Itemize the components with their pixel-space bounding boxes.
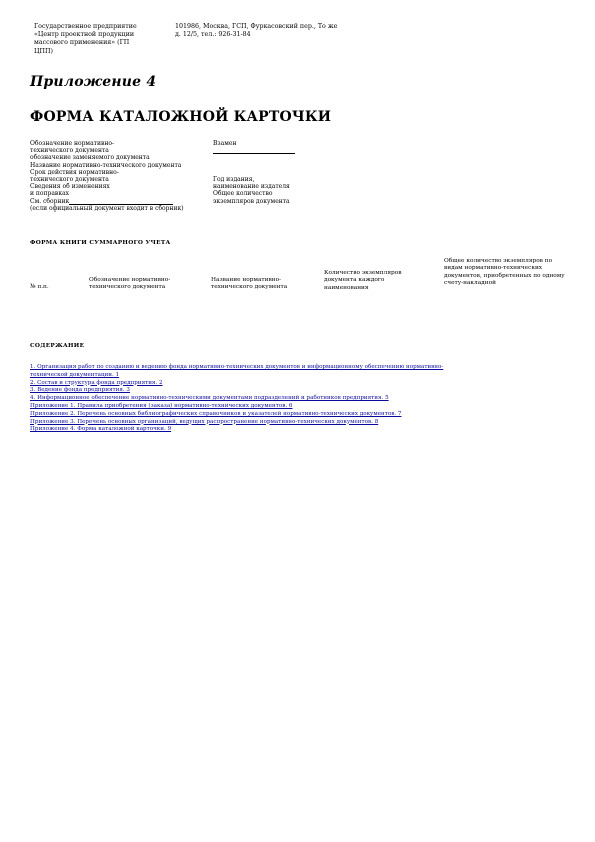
org-line: Государственное предприятие bbox=[34, 23, 137, 30]
toc-title: СОДЕРЖАНИЕ bbox=[30, 343, 85, 349]
address-line: 101986, Москва, ГСП, Фуркасовский пер., То же bbox=[175, 23, 338, 30]
card-field: Год издания, bbox=[213, 175, 255, 183]
toc-link[interactable]: технической документации. 1 bbox=[30, 371, 120, 378]
appendix-title: Приложение 4 bbox=[30, 74, 157, 90]
toc-link[interactable]: 2. Состав и структура фонда предприятия. 2 bbox=[30, 379, 163, 386]
toc-link[interactable]: Приложение 2. Перечень основных библиографических справочников и указателей нормативно-технических документов. 7 bbox=[30, 410, 402, 417]
catalog-card-right bbox=[213, 140, 295, 205]
address-line: д. 12/5, тел.: 926-31-84 bbox=[175, 31, 251, 39]
card-field: Взамен bbox=[213, 140, 237, 147]
card-field: См. сборник bbox=[30, 197, 70, 205]
toc-link[interactable]: 3. Ведение фонда предприятия. 3 bbox=[30, 387, 130, 394]
spacer bbox=[213, 154, 295, 176]
toc-link[interactable]: Приложение 4. Форма каталожной карточки. 9 bbox=[30, 426, 172, 433]
card-field: Обозначение нормативно- bbox=[30, 140, 114, 147]
toc-link[interactable]: 4. Информационное обеспечение нормативно-техническими документами подразделений и работников предприятия. 5 bbox=[30, 395, 389, 402]
org-line: ЦПП) bbox=[34, 47, 53, 55]
card-field: Название нормативно-технического документа bbox=[30, 161, 182, 169]
table-header-total: Общее количество экземпляров по видам нормативно-технических документов, приобретенных по одному счету-накладной bbox=[444, 258, 565, 287]
card-field: экземпляров документа bbox=[213, 197, 290, 205]
table-header-designation: Обозначение нормативно-технического документа bbox=[89, 277, 171, 291]
toc-link[interactable]: Приложение 3. Перечень основных организаций, ведущих распространение нормативно-технических документов. 8 bbox=[30, 418, 379, 425]
organization-address bbox=[175, 23, 337, 39]
card-field: наименование издателя bbox=[213, 183, 290, 191]
card-field: и поправках bbox=[30, 190, 70, 198]
fill-in-line bbox=[213, 152, 295, 154]
card-field-sbornik bbox=[30, 198, 184, 205]
toc-link[interactable]: Приложение 1. Правила приобретения (заказа) нормативно-технических документов. 6 bbox=[30, 402, 293, 409]
card-field: (если официальный документ входит в сборник) bbox=[30, 204, 184, 212]
organization-name bbox=[34, 23, 137, 56]
fill-in-row bbox=[213, 147, 295, 154]
card-field: Сведения об изменениях bbox=[30, 183, 110, 191]
toc-link[interactable]: 1. Организация работ по созданию и ведению фонда нормативно-технических документов и информационному обеспечению нормативно- bbox=[30, 364, 444, 370]
summary-title: ФОРМА КНИГИ СУММАРНОГО УЧЕТА bbox=[30, 240, 171, 246]
org-line: «Центр проектной продукции bbox=[34, 31, 135, 39]
card-field: Срок действия нормативно- bbox=[30, 168, 119, 176]
table-header-name: Название нормативно-технического документа bbox=[211, 277, 288, 291]
table-header-number: № п.п. bbox=[30, 284, 49, 290]
card-field: технического документа bbox=[30, 176, 109, 184]
card-field: обозначение заменяемого документа bbox=[30, 154, 150, 162]
org-line: массового применения» (ГП bbox=[34, 39, 130, 47]
catalog-card-left bbox=[30, 140, 184, 212]
card-field: технического документа bbox=[30, 147, 109, 155]
table-header-quantity: Количество экземпляров документа каждого наименования bbox=[324, 270, 402, 291]
form-title: ФОРМА КАТАЛОЖНОЙ КАРТОЧКИ bbox=[30, 109, 332, 125]
toc-list bbox=[30, 364, 443, 434]
card-field: Общее количество bbox=[213, 190, 273, 198]
